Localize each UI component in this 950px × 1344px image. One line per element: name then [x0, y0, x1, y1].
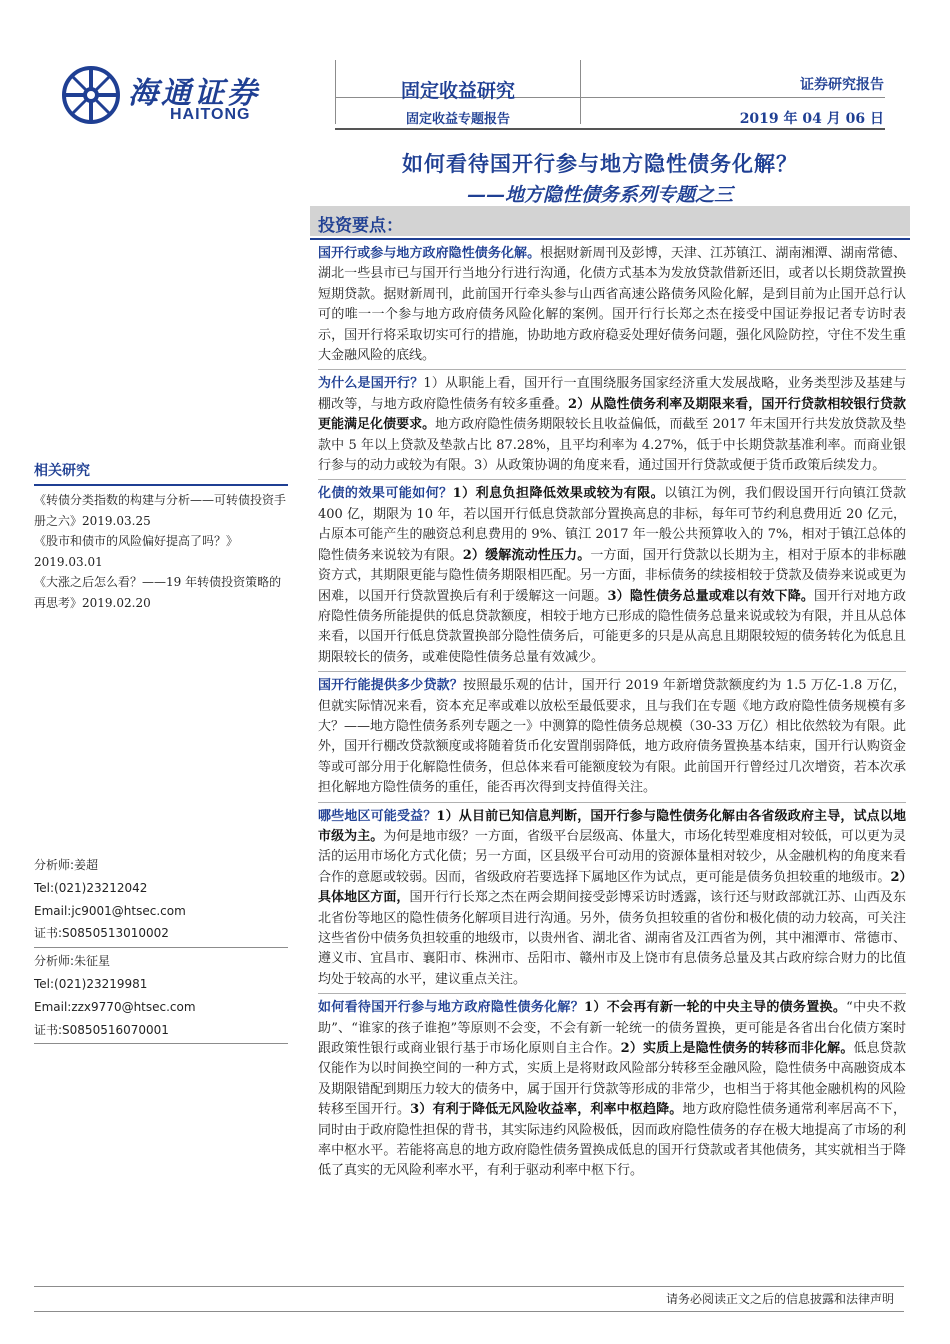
header-divider-left [335, 60, 336, 124]
paragraph-3-lead: 化债的效果可能如何？ [318, 486, 453, 502]
paragraph-2-body1: 1）从职能上看，国开行一直围绕服务国家经济重大发展战略，业务类型涉及基建与棚改等，与地方政府隐性债务有较多重叠。 [318, 376, 906, 412]
paragraph-separator [318, 802, 906, 803]
paragraph-1-lead: 国开行或参与地方政府隐性债务化解。 [318, 246, 541, 261]
paragraph-4 [318, 676, 906, 798]
paragraph-3-body2: 一方面，国开行贷款以长期为主，相对于原本的非标融资方式，其期限更能与隐性债务期限相匹配。另一方面，非标债务的续接相较于贷款及债券来说或更为困难，以国开行贷款置换后有利于缓解这一问题。 [318, 547, 906, 604]
paragraph-1-body: 根据财新周刊及彭博，天津、江苏镇江、湖南湘潭、湖南常德、湖北一些县市已与国开行当地分行进行沟通，化债方式基本为发放贷款借新还旧，或者以长期贷款置换短期贷款。据财新周刊，此前国开行牵头参与山西省高速公路债务风险化解，是到目前为止国开总行认可的唯一一个参与地方政府债务风险化解的案例。国开行行长郑之杰在接受中国证券报记者专访时表示，国开行将采取切实可行的措施，协助地方政府稳妥处理好债务问题，强化风险防控，守住不发生重大金融风险的底线。 [318, 246, 906, 364]
footer-bottom-rule [34, 1311, 904, 1312]
main-content [318, 244, 906, 1185]
paragraph-3-bold3: 3）隐性债务总量或难以有效下降。 [607, 588, 815, 604]
report-title: 如何看待国开行参与地方隐性债务化解？ [402, 151, 798, 176]
paragraph-2-bold1: 2）从隐性债务利率及期限来看，国开行贷款相较银行贷款更能满足化债要求。 [318, 396, 906, 433]
analyst-email[interactable]: Email:zzx9770@htsec.com [34, 999, 196, 1014]
paragraph-1 [318, 244, 906, 366]
investment-highlights-rule [310, 238, 910, 240]
paragraph-3-bold1: 1）利息负担降低效果或较为有限。 [452, 486, 665, 502]
header-divider-right [580, 60, 581, 124]
paragraph-6-body1: “中央不救助”、“谁家的孩子谁抱”等原则不会变，不会有新一轮统一的债务置换，更可能是各省出台化债方案时跟政策性银行或商业银行基于市场化原则自主合作。 [318, 1000, 906, 1057]
paragraph-4-body: 按照最乐观的估计，国开行 2019 年新增贷款额度约为 1.5 万亿-1.8 万亿，但就实际情况来看，资本充足率或难以放松至最低要求，且与我们在专题《地方政府隐性债务规模有多大？——地方隐性债务系列专题之一》中测算的隐性债务总规模（30-33 万亿）相比依然较为有限。此外，国开行棚改贷款额度或将随着货币化安置削弱降低，地方政府债务置换基本结束，国开行认购资金等或可部分用于化解隐性债务，但总体来看可能额度较为有限。此前国开行曾经过几次增资，若本次承担化解地方隐性债务的重任，能否再次得到支持值得关注。 [318, 678, 906, 796]
paragraph-6-lead: 如何看待国开行参与地方政府隐性债务化解？ [318, 1000, 585, 1016]
logo-chinese-text: 海通证券 [128, 76, 260, 111]
page-header [0, 0, 950, 140]
paragraph-6-body2: 低息贷款仅能作为以时间换空间的一种方式，实质上是将财政风险部分转移至金融风险，隐性债务中高融资成本及期限错配到期压力较大的债务中，属于国开行贷款等形成的非常少，也相当于将其他金融机构的风险转移至国开行。 [318, 1041, 906, 1118]
analyst-email[interactable]: Email:jc9001@htsec.com [34, 903, 186, 918]
footer-disclaimer: 请务必阅读正文之后的信息披露和法律声明 [665, 1292, 894, 1306]
paragraph-3-body1: 以镇江为例，我们假设国开行向镇江贷款 400 亿，期限为 10 年，若以国开行低息贷款部分置换高息的非标，每年可节约利息费用近 20 亿元，占原本可能产生的融资总利息费用的 9%、镇江 2017 年一般公共预算收入的 7%，相对于镇江总体的隐性债务来说较为有限。 [318, 486, 906, 563]
paragraph-5 [318, 807, 906, 991]
related-research-title: 相关研究 [34, 463, 90, 479]
department-label: 固定收益研究 [400, 80, 515, 102]
logo-english-text: HAITONG [170, 106, 251, 123]
paragraph-3-bold2: 2）缓解流动性压力。 [462, 547, 591, 563]
analyst-name: 分析师:姜超 [34, 858, 99, 872]
analyst-divider [34, 1043, 288, 1044]
analyst-phone: Tel:(021)23212042 [34, 880, 148, 895]
related-research-rule [34, 484, 288, 486]
haitong-logo-icon [62, 66, 120, 124]
analyst-contacts [34, 854, 288, 1046]
paragraph-2 [318, 374, 906, 476]
paragraph-5-bold1: 1）从目前已知信息判断，国开行参与隐性债务化解由各省级政府主导，试点以地市级为主。 [318, 808, 906, 844]
paragraph-6-body3: 地方政府隐性债务通常利率居高不下，同时由于政府隐性担保的背书，其实际违约风险极低，因而政府隐性债务的存在极大地提高了市场的利率中枢水平。若能将高息的地方政府隐性债务置换成低息的国开行贷款或者其他债务，其实就相当于降低了真实的无风险利率水平，有利于驱动利率中枢下行。 [318, 1102, 906, 1179]
related-research [34, 460, 288, 613]
paragraph-5-body2: 国开行行长郑之杰在两会期间接受彭博采访时透露，该行还与财政部就江苏、山西及东北省份等地区的隐性债务化解项目进行沟通。另外，债务负担较重的省份和极化债的动力较高，可关注这些省份中债务负担较重的地级市，以贵州省、湖北省、湖南省及江西省为例，其中湘潭市、常德市、遵义市、宜昌市、襄阳市、株洲市、岳阳市、赣州市及上饶市有息债务总量及其占政府综合财力的比值均处于较高的水平，建议重点关注。 [318, 890, 906, 987]
paragraph-5-lead: 哪些地区可能受益？ [318, 808, 437, 824]
paragraph-3-body3: 国开行对地方政府隐性债务所能提供的低息贷款额度，相较于地方已形成的隐性债务总量来说或较为有限，并且从总体来看，以国开行低息贷款置换部分隐性债务后，可能更多的只是从高息且期限较短的债务转化为低息且期限较长的债务，或难使隐性债务总量有效减少。 [318, 588, 906, 665]
analyst-name: 分析师:朱征星 [34, 954, 111, 969]
report-date: 2019 年 04 月 06 日 [739, 111, 884, 127]
analyst-divider [34, 947, 288, 948]
paragraph-6-bold2: 2）实质上是隐性债务的转移而非化解。 [620, 1041, 854, 1057]
analyst-phone: Tel:(021)23219981 [34, 976, 148, 991]
analyst-certificate: 证书:S0850513010002 [34, 926, 169, 941]
paragraph-6-bold1: 1）不会再有新一轮的中央主导的债务置换。 [584, 1000, 847, 1016]
footer-rule [34, 1286, 904, 1287]
report-type-label: 证券研究报告 [800, 77, 884, 93]
header-bottom-rule [335, 128, 885, 130]
report-subtitle: ——地方隐性债务系列专题之三 [466, 184, 733, 206]
haitong-logo [62, 66, 288, 132]
analyst-certificate: 证书:S0850516070001 [34, 1022, 169, 1037]
paragraph-separator [318, 993, 906, 994]
paragraph-separator [318, 369, 906, 370]
paragraph-separator [318, 479, 906, 480]
paragraph-3 [318, 484, 906, 668]
investment-highlights-heading: 投资要点： [318, 216, 403, 236]
related-research-item[interactable]: 《大涨之后怎么看？——19 年转债投资策略的再思考》2019.02.20 [34, 575, 282, 610]
paragraph-6 [318, 998, 906, 1182]
paragraph-4-lead: 国开行能提供多少贷款？ [318, 678, 464, 694]
paragraph-6-bold3: 3）有利于降低无风险收益率，利率中枢趋降。 [410, 1102, 683, 1118]
related-research-item[interactable]: 《转债分类指数的构建与分析——可转债投资手册之六》2019.03.25 [34, 493, 287, 528]
report-series-label: 固定收益专题报告 [405, 112, 510, 127]
paragraph-separator [318, 671, 906, 672]
paragraph-2-body2: 地方政府隐性债务期限较长且收益偏低，而截至 2017 年末国开行共发放贷款及垫款中 5 年以上贷款及垫款占比 87.28%，且平均利率为 4.27%，低于中长期贷款基准利率。而商业银行参与的动力或较为有限。3）从政策协调的角度来看，通过国开行贷款或便于货币政策后续发力。 [318, 417, 906, 474]
paragraph-2-lead: 为什么是国开行？ [318, 376, 424, 392]
paragraph-5-body1: 为何是地市级？一方面，省级平台层级高、体量大，市场化转型难度相对较低，可以更为灵活的运用市场化方式化债；另一方面，区县级平台可动用的资源体量相对较少，从金融机构的角度来看合作的意愿或较弱。因而，省级政府若要选择下属地区作为试点，更可能是债务负担较重的地级市。 [318, 828, 906, 885]
related-research-item[interactable]: 《股市和债市的风险偏好提高了吗？》2019.03.01 [34, 534, 239, 569]
paragraph-5-bold2: 2）具体地区方面， [318, 869, 906, 906]
